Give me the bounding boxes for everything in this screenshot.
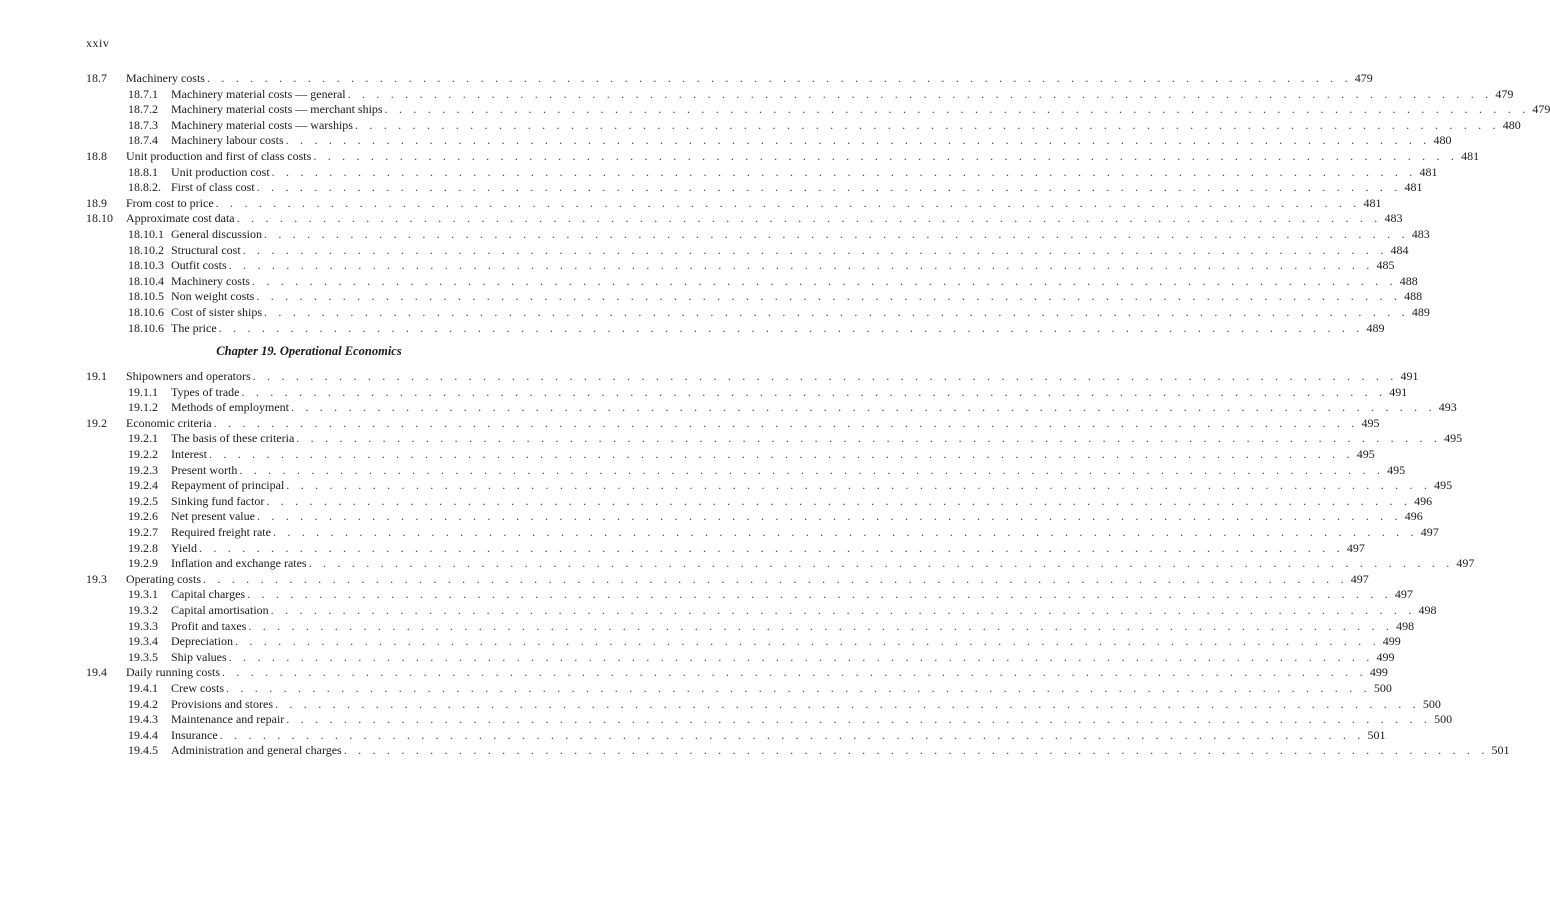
toc-entry-page: 497 <box>1350 571 1369 586</box>
toc-entry-page: 501 <box>1491 743 1510 758</box>
toc-entry-number: 18.10.6 <box>128 304 164 319</box>
toc-entry-leader <box>171 712 1453 728</box>
toc-section-entry <box>86 71 1373 87</box>
page-number: xxiv <box>86 36 110 50</box>
toc-entry-title: Sinking fund factor <box>171 493 265 508</box>
toc-entry-number: 18.7 <box>86 71 107 85</box>
toc-entry-number: 18.9 <box>86 195 107 210</box>
toc-entry-leader <box>171 478 1453 494</box>
toc-entry-leader <box>171 226 1430 243</box>
toc-subsection-entry <box>86 102 1550 118</box>
toc-entry-number: 19.4.5 <box>128 743 158 758</box>
toc-entry-leader <box>171 164 1438 181</box>
toc-entry-title: Economic criteria <box>126 415 212 430</box>
toc-entry-leader <box>126 71 1373 87</box>
toc-entry-leader <box>171 587 1413 603</box>
toc-entry-leader <box>126 211 1403 227</box>
toc-entry-leader <box>171 431 1463 447</box>
toc-entry-leader <box>171 462 1406 479</box>
toc-section-entry <box>86 211 1403 227</box>
dot-leader: . . . . . . . . . . . . . . . . . . . . . . . . . . . . . . . . . . . . . . . . . . . . . . . . . . . . . . . . . . . . . . . . . . . . . . . . . . . . . . . . <box>241 384 1387 399</box>
dot-leader: . . . . . . . . . . . . . . . . . . . . . . . . . . . . . . . . . . . . . . . . . . . . . . . . . . . . . . . . . . . . . . . . . . . . . . . . . . . . . . . . <box>275 696 1420 711</box>
toc-subsection-entry <box>86 400 1457 416</box>
toc-entry-page: 497 <box>1346 540 1365 555</box>
toc-entry-leader <box>171 743 1510 759</box>
toc-entry-number: 18.10.1 <box>128 226 164 241</box>
toc-entry-title: Types of trade <box>171 384 240 399</box>
toc-subsection-entry <box>86 447 1375 463</box>
toc-entry-leader <box>171 133 1452 149</box>
toc-entry-title: Daily running costs <box>126 665 220 680</box>
toc-entry-page: 496 <box>1404 509 1423 524</box>
toc-entry-number: 19.4.4 <box>128 727 158 742</box>
toc-entry-page: 501 <box>1367 727 1386 742</box>
toc-entry-number: 18.7.1 <box>128 86 158 101</box>
toc-entry-title: Capital charges <box>171 587 246 602</box>
toc-entry-number: 19.3.2 <box>128 603 158 617</box>
toc-entry-page: 491 <box>1389 384 1408 399</box>
toc-entry-leader <box>126 148 1480 165</box>
toc-entry-title: Interest <box>171 447 207 462</box>
dot-leader: . . . . . . . . . . . . . . . . . . . . . . . . . . . . . . . . . . . . . . . . . . . . . . . . . . . . . . . . . . . . . . . . . . . . . . . . . . . . . . . . <box>219 727 1365 742</box>
dot-leader: . . . . . . . . . . . . . . . . . . . . . . . . . . . . . . . . . . . . . . . . . . . . . . . . . . . . . . . . . . . . . . . . . . . . . . . . . . . . . . . . <box>263 226 1409 241</box>
toc-entry-number: 18.7.4 <box>128 133 158 148</box>
toc-subsection-entry <box>86 462 1406 479</box>
toc-entry-page: 489 <box>1366 320 1385 335</box>
toc-subsection-entry <box>86 743 1510 759</box>
dot-leader: . . . . . . . . . . . . . . . . . . . . . . . . . . . . . . . . . . . . . . . . . . . . . . . . . . . . . . . . . . . . . . . . . . . . . . . . . . . . . . . . <box>206 71 1352 85</box>
toc-entry-leader <box>171 540 1365 557</box>
toc-entry-page: 497 <box>1456 556 1475 571</box>
toc-entry-title: Yield <box>171 540 197 555</box>
toc-entry-number: 19.2 <box>86 415 107 430</box>
toc-entry-page: 499 <box>1369 665 1388 680</box>
dot-leader: . . . . . . . . . . . . . . . . . . . . . . . . . . . . . . . . . . . . . . . . . . . . . . . . . . . . . . . . . . . . . . . . . . . . . . . . . . . . . . . . <box>256 289 1402 304</box>
toc-entry-number: 19.2.9 <box>128 556 158 571</box>
toc-entry-title: The basis of these criteria <box>171 431 295 446</box>
toc-subsection-entry <box>86 712 1453 728</box>
toc-entry-leader <box>171 680 1392 697</box>
toc-subsection-entry <box>86 431 1463 447</box>
dot-leader: . . . . . . . . . . . . . . . . . . . . . . . . . . . . . . . . . . . . . . . . . . . . . . . . . . . . . . . . . . . . . . . . . . . . . . . . . . . . . . . . <box>296 431 1442 446</box>
toc-subsection-entry <box>86 180 1423 196</box>
toc-entry-leader <box>126 665 1388 681</box>
toc-entry-title: The price <box>171 320 217 335</box>
toc-entry-title: Profit and taxes <box>171 618 247 633</box>
toc-subsection-entry <box>86 258 1395 274</box>
dot-leader: . . . . . . . . . . . . . . . . . . . . . . . . . . . . . . . . . . . . . . . . . . . . . . . . . . . . . . . . . . . . . . . . . . . . . . . . . . . . . . . . <box>236 211 1382 226</box>
toc-entry-number: 18.10.2 <box>128 242 164 257</box>
toc-subsection-entry <box>86 304 1430 321</box>
toc-entry-number: 19.3.4 <box>128 634 158 649</box>
toc-entry-page: 480 <box>1502 117 1521 132</box>
toc-group-chapter-19 <box>86 369 1510 759</box>
toc-entry-number: 19.4.1 <box>128 680 158 695</box>
toc-entry-leader <box>171 556 1475 572</box>
toc-entry-page: 488 <box>1404 289 1423 304</box>
toc-entry-title: Cost of sister ships <box>171 304 263 319</box>
toc-subsection-entry <box>86 525 1439 541</box>
toc-subsection-entry <box>86 649 1395 666</box>
toc-entry-title: From cost to price <box>126 195 214 210</box>
dot-leader: . . . . . . . . . . . . . . . . . . . . . . . . . . . . . . . . . . . . . . . . . . . . . . . . . . . . . . . . . . . . . . . . . . . . . . . . . . . . . . . . <box>252 369 1398 384</box>
toc-entry-title: Machinery costs <box>171 273 250 288</box>
toc-entry-title: Present worth <box>171 462 238 477</box>
toc-entry-number: 19.2.1 <box>128 431 158 446</box>
toc-entry-page: 496 <box>1414 493 1433 508</box>
toc-entry-leader <box>171 447 1375 463</box>
toc-section-entry <box>86 369 1419 385</box>
toc-subsection-entry <box>86 634 1401 650</box>
toc-entry-number: 19.1.2 <box>128 400 158 415</box>
dot-leader: . . . . . . . . . . . . . . . . . . . . . . . . . . . . . . . . . . . . . . . . . . . . . . . . . . . . . . . . . . . . . . . . . . . . . . . . . . . . . . . . <box>270 603 1416 617</box>
table-of-contents <box>86 71 1550 759</box>
dot-leader: . . . . . . . . . . . . . . . . . . . . . . . . . . . . . . . . . . . . . . . . . . . . . . . . . . . . . . . . . . . . . . . . . . . . . . . . . . . . . . . . <box>218 320 1364 335</box>
dot-leader: . . . . . . . . . . . . . . . . . . . . . . . . . . . . . . . . . . . . . . . . . . . . . . . . . . . . . . . . . . . . . . . . . . . . . . . . . . . . . . . . <box>286 478 1432 493</box>
toc-entry-title: Machinery costs <box>126 71 205 85</box>
toc-subsection-entry <box>86 727 1386 744</box>
toc-entry-leader <box>171 509 1423 525</box>
toc-entry-number: 19.2.8 <box>128 540 158 555</box>
toc-subsection-entry <box>86 164 1438 181</box>
toc-entry-title: Machinery labour costs <box>171 133 284 148</box>
toc-entry-title: Approximate cost data <box>126 211 235 226</box>
toc-entry-page: 495 <box>1361 415 1380 430</box>
toc-entry-number: 18.10 <box>86 211 113 226</box>
toc-entry-page: 484 <box>1390 242 1409 257</box>
dot-leader: . . . . . . . . . . . . . . . . . . . . . . . . . . . . . . . . . . . . . . . . . . . . . . . . . . . . . . . . . . . . . . . . . . . . . . . . . . . . . . . . <box>308 556 1454 571</box>
dot-leader: . . . . . . . . . . . . . . . . . . . . . . . . . . . . . . . . . . . . . . . . . . . . . . . . . . . . . . . . . . . . . . . . . . . . . . . . . . . . . . . . <box>234 634 1380 649</box>
toc-entry-leader <box>171 618 1415 635</box>
toc-entry-page: 500 <box>1434 712 1453 727</box>
toc-entry-leader <box>171 117 1521 134</box>
dot-leader: . . . . . . . . . . . . . . . . . . . . . . . . . . . . . . . . . . . . . . . . . . . . . . . . . . . . . . . . . . . . . . . . . . . . . . . . . . . . . . . . <box>343 743 1489 758</box>
toc-subsection-entry <box>86 117 1521 134</box>
toc-section-entry <box>86 415 1380 432</box>
toc-entry-title: Crew costs <box>171 680 224 695</box>
toc-entry-leader <box>171 634 1401 650</box>
toc-subsection-entry <box>86 540 1365 557</box>
toc-entry-number: 19.2.7 <box>128 525 158 540</box>
toc-entry-page: 499 <box>1376 649 1395 664</box>
toc-entry-leader <box>171 727 1386 744</box>
toc-entry-title: Inflation and exchange rates <box>171 556 307 571</box>
toc-entry-page: 491 <box>1400 369 1419 384</box>
toc-entry-leader <box>171 289 1423 305</box>
dot-leader: . . . . . . . . . . . . . . . . . . . . . . . . . . . . . . . . . . . . . . . . . . . . . . . . . . . . . . . . . . . . . . . . . . . . . . . . . . . . . . . . <box>228 258 1374 273</box>
toc-entry-leader <box>171 603 1437 619</box>
toc-subsection-entry <box>86 696 1441 713</box>
dot-leader: . . . . . . . . . . . . . . . . . . . . . . . . . . . . . . . . . . . . . . . . . . . . . . . . . . . . . . . . . . . . . . . . . . . . . . . . . . . . . . . . <box>242 242 1388 257</box>
toc-entry-title: Repayment of principal <box>171 478 285 493</box>
toc-entry-number: 18.8 <box>86 148 107 163</box>
toc-group-chapter-18 <box>86 71 1550 336</box>
toc-entry-page: 479 <box>1354 71 1373 85</box>
dot-leader: . . . . . . . . . . . . . . . . . . . . . . . . . . . . . . . . . . . . . . . . . . . . . . . . . . . . . . . . . . . . . . . . . . . . . . . . . . . . . . . . <box>347 86 1493 101</box>
toc-subsection-entry <box>86 587 1413 603</box>
toc-entry-number: 19.2.3 <box>128 462 158 477</box>
toc-entry-leader <box>171 525 1439 541</box>
toc-entry-page: 495 <box>1434 478 1453 493</box>
toc-subsection-entry <box>86 226 1430 243</box>
toc-section-entry <box>86 195 1382 212</box>
dot-leader: . . . . . . . . . . . . . . . . . . . . . . . . . . . . . . . . . . . . . . . . . . . . . . . . . . . . . . . . . . . . . . . . . . . . . . . . . . . . . . . . <box>248 618 1394 633</box>
toc-entry-leader <box>171 400 1457 416</box>
toc-entry-number: 19.3.3 <box>128 618 158 633</box>
toc-entry-leader <box>171 696 1441 713</box>
toc-entry-leader <box>171 180 1423 196</box>
dot-leader: . . . . . . . . . . . . . . . . . . . . . . . . . . . . . . . . . . . . . . . . . . . . . . . . . . . . . . . . . . . . . . . . . . . . . . . . . . . . . . . . <box>239 462 1385 477</box>
toc-entry-number: 19.2.2 <box>128 447 158 462</box>
dot-leader: . . . . . . . . . . . . . . . . . . . . . . . . . . . . . . . . . . . . . . . . . . . . . . . . . . . . . . . . . . . . . . . . . . . . . . . . . . . . . . . . <box>199 540 1344 555</box>
toc-entry-title: First of class cost <box>171 180 255 195</box>
toc-entry-title: Net present value <box>171 509 255 524</box>
chapter-heading: Chapter 19. Operational Economics <box>216 344 402 359</box>
dot-leader: . . . . . . . . . . . . . . . . . . . . . . . . . . . . . . . . . . . . . . . . . . . . . . . . . . . . . . . . . . . . . . . . . . . . . . . . . . . . . . . . <box>202 571 1348 586</box>
dot-leader: . . . . . . . . . . . . . . . . . . . . . . . . . . . . . . . . . . . . . . . . . . . . . . . . . . . . . . . . . . . . . . . . . . . . . . . . . . . . . . . . <box>354 117 1500 132</box>
toc-subsection-entry <box>86 320 1385 337</box>
dot-leader: . . . . . . . . . . . . . . . . . . . . . . . . . . . . . . . . . . . . . . . . . . . . . . . . . . . . . . . . . . . . . . . . . . . . . . . . . . . . . . . . <box>251 273 1397 288</box>
toc-entry-leader <box>126 571 1369 588</box>
toc-entry-leader <box>171 242 1409 259</box>
toc-entry-page: 483 <box>1411 226 1430 241</box>
dot-leader: . . . . . . . . . . . . . . . . . . . . . . . . . . . . . . . . . . . . . . . . . . . . . . . . . . . . . . . . . . . . . . . . . . . . . . . . . . . . . . . . <box>286 712 1432 727</box>
toc-entry-number: 19.2.5 <box>128 493 158 508</box>
toc-subsection-entry <box>86 133 1452 149</box>
toc-entry-title: Provisions and stores <box>171 696 273 711</box>
toc-subsection-entry <box>86 289 1423 305</box>
toc-entry-leader <box>126 195 1382 212</box>
toc-entry-title: Depreciation <box>171 634 233 649</box>
toc-entry-number: 18.10.6 <box>128 320 164 335</box>
toc-entry-number: 19.4.2 <box>128 696 158 711</box>
toc-entry-page: 488 <box>1399 273 1418 288</box>
toc-entry-page: 481 <box>1419 164 1438 179</box>
dot-leader: . . . . . . . . . . . . . . . . . . . . . . . . . . . . . . . . . . . . . . . . . . . . . . . . . . . . . . . . . . . . . . . . . . . . . . . . . . . . . . . . <box>222 665 1367 680</box>
toc-entry-title: Unit production and first of class costs <box>126 148 312 163</box>
toc-subsection-entry <box>86 273 1418 290</box>
toc-entry-title: Machinery material costs — merchant ships <box>171 102 383 117</box>
toc-subsection-entry <box>86 603 1437 619</box>
toc-subsection-entry <box>86 556 1475 572</box>
dot-leader: . . . . . . . . . . . . . . . . . . . . . . . . . . . . . . . . . . . . . . . . . . . . . . . . . . . . . . . . . . . . . . . . . . . . . . . . . . . . . . . . <box>213 415 1359 430</box>
toc-entry-title: Non weight costs <box>171 289 255 304</box>
toc-subsection-entry <box>86 384 1408 401</box>
toc-entry-number: 19.2.6 <box>128 509 158 524</box>
toc-entry-page: 500 <box>1422 696 1441 711</box>
toc-entry-leader <box>171 304 1430 321</box>
toc-entry-page: 495 <box>1387 462 1406 477</box>
toc-entry-number: 18.7.2 <box>128 102 158 117</box>
toc-entry-page: 497 <box>1420 525 1439 540</box>
toc-entry-title: General discussion <box>171 226 262 241</box>
toc-entry-title: Capital amortisation <box>171 603 269 617</box>
toc-entry-page: 479 <box>1495 86 1514 101</box>
toc-entry-leader <box>171 258 1395 274</box>
toc-entry-leader <box>126 415 1380 432</box>
dot-leader: . . . . . . . . . . . . . . . . . . . . . . . . . . . . . . . . . . . . . . . . . . . . . . . . . . . . . . . . . . . . . . . . . . . . . . . . . . . . . . . . <box>271 164 1417 179</box>
dot-leader: . . . . . . . . . . . . . . . . . . . . . . . . . . . . . . . . . . . . . . . . . . . . . . . . . . . . . . . . . . . . . . . . . . . . . . . . . . . . . . . . <box>272 525 1418 540</box>
toc-subsection-entry <box>86 478 1453 494</box>
toc-entry-page: 493 <box>1438 400 1457 415</box>
dot-leader: . . . . . . . . . . . . . . . . . . . . . . . . . . . . . . . . . . . . . . . . . . . . . . . . . . . . . . . . . . . . . . . . . . . . . . . . . . . . . . . . <box>290 400 1436 415</box>
toc-subsection-entry <box>86 618 1415 635</box>
dot-leader: . . . . . . . . . . . . . . . . . . . . . . . . . . . . . . . . . . . . . . . . . . . . . . . . . . . . . . . . . . . . . . . . . . . . . . . . . . . . . . . . <box>264 304 1409 319</box>
toc-subsection-entry <box>86 493 1433 510</box>
toc-subsection-entry <box>86 680 1392 697</box>
toc-entry-leader <box>171 320 1385 337</box>
toc-subsection-entry <box>86 509 1423 525</box>
toc-entry-title: Outfit costs <box>171 258 227 273</box>
toc-entry-title: Structural cost <box>171 242 241 257</box>
dot-leader: . . . . . . . . . . . . . . . . . . . . . . . . . . . . . . . . . . . . . . . . . . . . . . . . . . . . . . . . . . . . . . . . . . . . . . . . . . . . . . . . <box>285 133 1431 148</box>
toc-entry-leader <box>171 493 1433 510</box>
toc-entry-number: 18.10.5 <box>128 289 164 304</box>
toc-entry-number: 19.4 <box>86 665 107 680</box>
toc-entry-title: Administration and general charges <box>171 743 342 758</box>
toc-entry-title: Operating costs <box>126 571 201 586</box>
toc-entry-title: Unit production cost <box>171 164 270 179</box>
toc-entry-leader <box>171 102 1550 118</box>
toc-entry-page: 481 <box>1461 148 1480 163</box>
toc-section-entry <box>86 665 1388 681</box>
toc-entry-page: 495 <box>1356 447 1375 462</box>
toc-entry-title: Machinery material costs — warships <box>171 117 353 132</box>
toc-entry-title: Required freight rate <box>171 525 271 540</box>
dot-leader: . . . . . . . . . . . . . . . . . . . . . . . . . . . . . . . . . . . . . . . . . . . . . . . . . . . . . . . . . . . . . . . . . . . . . . . . . . . . . . . . <box>266 493 1412 508</box>
toc-entry-page: 481 <box>1363 195 1382 210</box>
toc-entry-number: 19.1.1 <box>128 384 158 399</box>
toc-section-entry <box>86 148 1480 165</box>
toc-entry-page: 500 <box>1373 680 1392 695</box>
dot-leader: . . . . . . . . . . . . . . . . . . . . . . . . . . . . . . . . . . . . . . . . . . . . . . . . . . . . . . . . . . . . . . . . . . . . . . . . . . . . . . . . <box>247 587 1392 602</box>
dot-leader: . . . . . . . . . . . . . . . . . . . . . . . . . . . . . . . . . . . . . . . . . . . . . . . . . . . . . . . . . . . . . . . . . . . . . . . . . . . . . . . . <box>208 447 1354 462</box>
toc-entry-page: 498 <box>1396 618 1415 633</box>
dot-leader: . . . . . . . . . . . . . . . . . . . . . . . . . . . . . . . . . . . . . . . . . . . . . . . . . . . . . . . . . . . . . . . . . . . . . . . . . . . . . . . . <box>256 180 1402 195</box>
toc-subsection-entry <box>86 242 1409 259</box>
toc-entry-leader <box>171 649 1395 666</box>
toc-entry-title: Maintenance and repair <box>171 712 285 727</box>
toc-entry-page: 483 <box>1384 211 1403 226</box>
toc-entry-page: 497 <box>1394 587 1413 602</box>
toc-subsection-entry <box>86 86 1514 103</box>
dot-leader: . . . . . . . . . . . . . . . . . . . . . . . . . . . . . . . . . . . . . . . . . . . . . . . . . . . . . . . . . . . . . . . . . . . . . . . . . . . . . . . . <box>256 509 1402 524</box>
toc-entry-page: 498 <box>1418 603 1437 617</box>
toc-entry-number: 18.8.1 <box>128 164 158 179</box>
toc-entry-number: 19.3 <box>86 571 107 586</box>
dot-leader: . . . . . . . . . . . . . . . . . . . . . . . . . . . . . . . . . . . . . . . . . . . . . . . . . . . . . . . . . . . . . . . . . . . . . . . . . . . . . . . . <box>384 102 1530 117</box>
toc-entry-title: Methods of employment <box>171 400 289 415</box>
toc-entry-page: 495 <box>1444 431 1463 446</box>
toc-entry-title: Machinery material costs — general <box>171 86 346 101</box>
toc-entry-page: 479 <box>1532 102 1550 117</box>
toc-entry-leader <box>171 273 1418 290</box>
toc-entry-title: Shipowners and operators <box>126 369 251 384</box>
toc-entry-page: 489 <box>1411 304 1430 319</box>
toc-entry-number: 19.3.1 <box>128 587 158 602</box>
toc-entry-page: 481 <box>1404 180 1423 195</box>
toc-entry-page: 485 <box>1376 258 1395 273</box>
dot-leader: . . . . . . . . . . . . . . . . . . . . . . . . . . . . . . . . . . . . . . . . . . . . . . . . . . . . . . . . . . . . . . . . . . . . . . . . . . . . . . . . <box>226 680 1371 695</box>
toc-entry-number: 18.10.3 <box>128 258 164 273</box>
toc-entry-number: 19.4.3 <box>128 712 158 727</box>
toc-entry-number: 18.8.2. <box>128 180 161 195</box>
toc-entry-title: Ship values <box>171 649 227 664</box>
toc-entry-number: 18.10.4 <box>128 273 164 288</box>
toc-section-entry <box>86 571 1369 588</box>
toc-entry-number: 19.3.5 <box>128 649 158 664</box>
dot-leader: . . . . . . . . . . . . . . . . . . . . . . . . . . . . . . . . . . . . . . . . . . . . . . . . . . . . . . . . . . . . . . . . . . . . . . . . . . . . . . . . <box>215 195 1361 210</box>
toc-entry-leader <box>171 384 1408 401</box>
toc-entry-page: 480 <box>1433 133 1452 148</box>
toc-entry-title: Insurance <box>171 727 218 742</box>
toc-entry-number: 19.1 <box>86 369 107 384</box>
toc-entry-number: 19.2.4 <box>128 478 158 493</box>
toc-entry-leader <box>126 369 1419 385</box>
toc-entry-number: 18.7.3 <box>128 117 158 132</box>
dot-leader: . . . . . . . . . . . . . . . . . . . . . . . . . . . . . . . . . . . . . . . . . . . . . . . . . . . . . . . . . . . . . . . . . . . . . . . . . . . . . . . . <box>228 649 1374 664</box>
toc-entry-page: 499 <box>1382 634 1401 649</box>
toc-entry-leader <box>171 86 1514 103</box>
dot-leader: . . . . . . . . . . . . . . . . . . . . . . . . . . . . . . . . . . . . . . . . . . . . . . . . . . . . . . . . . . . . . . . . . . . . . . . . . . . . . . . . <box>313 148 1459 163</box>
